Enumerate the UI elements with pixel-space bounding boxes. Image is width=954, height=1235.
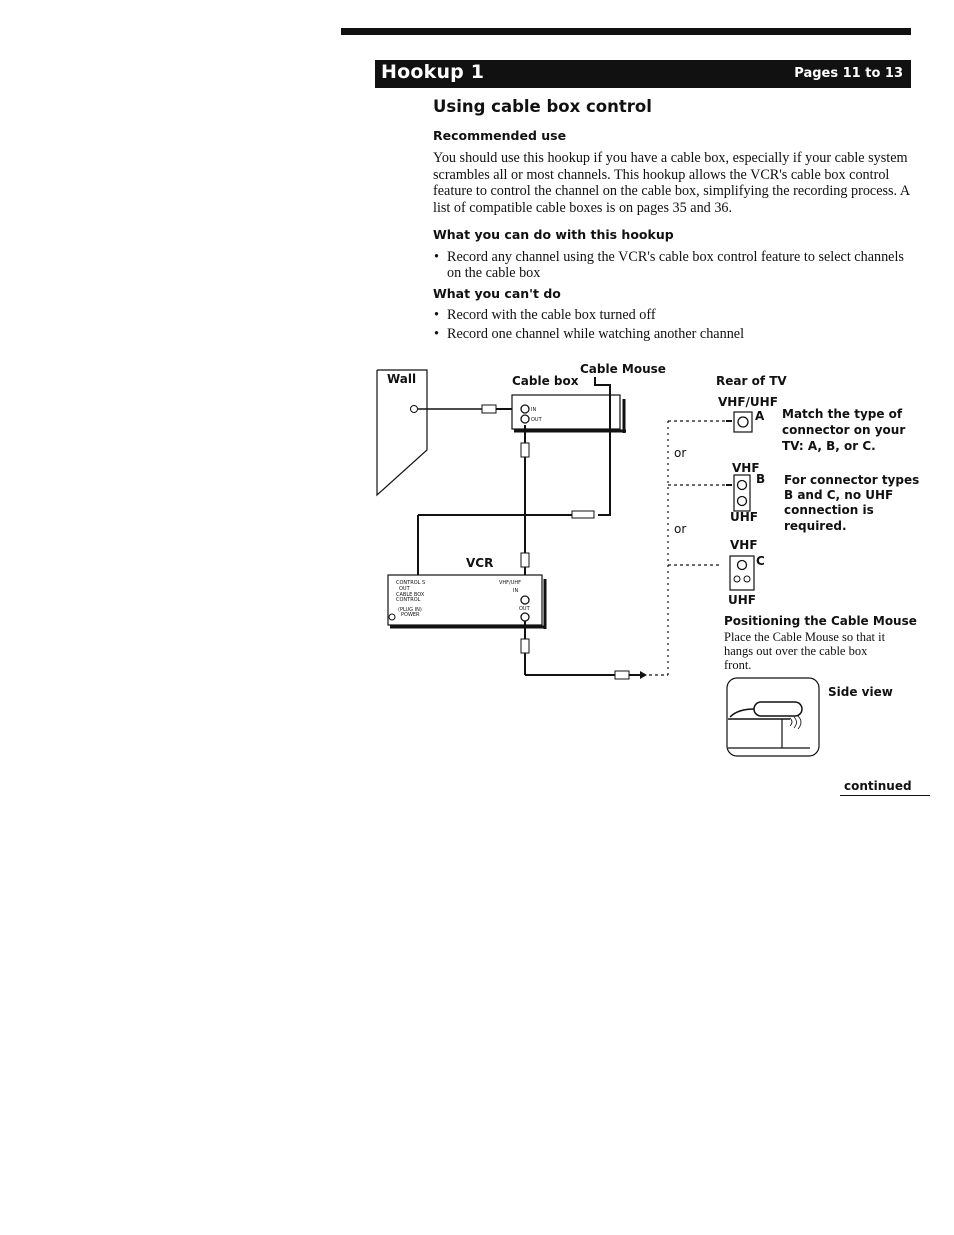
can-do-heading: What you can do with this hookup [433, 227, 674, 242]
wall [377, 370, 427, 495]
note-bc-line-4: required. [784, 519, 847, 533]
cable-mouse-plug-icon [572, 511, 594, 518]
cant-do-bullet-1: Record with the cable box turned off [447, 307, 656, 323]
coax-plug-icon [482, 405, 496, 413]
vhf-c-label: VHF [730, 538, 758, 552]
list-item [433, 326, 917, 342]
list-item [433, 307, 917, 323]
connector-c [728, 538, 765, 607]
positioning-heading: Positioning the Cable Mouse [724, 614, 917, 628]
vcr-out2-label: OUT [519, 606, 530, 612]
or-label-2: or [674, 522, 687, 536]
recommended-heading: Recommended use [433, 128, 567, 143]
hookup-diagram [370, 355, 930, 765]
note-match-line-1: Match the type of [782, 407, 903, 421]
positioning-line-3: front. [724, 658, 752, 672]
page-title: Using cable box control [433, 97, 652, 116]
continued-rule [840, 795, 930, 796]
cable-box-out-label: OUT [531, 417, 542, 423]
bullet-icon: • [434, 307, 439, 323]
note-match-line-3: TV: A, B, or C. [782, 439, 876, 453]
section-header-bar [375, 60, 911, 88]
positioning-line-2: hangs out over the cable box [724, 644, 868, 658]
uhf-b-label: UHF [730, 510, 758, 524]
cant-do-heading: What you can't do [433, 286, 561, 301]
vcr-plug-in-label: (PLUG IN) [398, 607, 422, 613]
vcr-power-label: POWER [401, 612, 420, 618]
side-view-illustration [727, 678, 819, 756]
cable-box-label: Cable box [512, 374, 579, 388]
vcr-label: VCR [466, 556, 494, 570]
page-range: Pages 11 to 13 [794, 66, 903, 81]
wall-outlet-icon [411, 406, 418, 413]
vcr-control-label: CONTROL [396, 597, 421, 603]
vcr-control-s-label: CONTROL S [396, 580, 426, 586]
side-view-label: Side view [828, 685, 893, 699]
cable-mouse-label: Cable Mouse [580, 362, 666, 376]
note-bc-line-2: B and C, no UHF [784, 488, 894, 502]
vhf-b-label: VHF [732, 461, 760, 475]
connector-b-letter: B [756, 472, 766, 486]
note-bc-line-3: connection is [784, 503, 874, 517]
cant-do-bullet-2: Record one channel while watching another channel [447, 326, 745, 342]
top-rule [341, 28, 911, 35]
note-match-line-2: connector on your [782, 423, 906, 437]
recommended-text: You should use this hookup if you have a cable box, especially if your cable system scrambles all or most channels. This hookup allows the VCR's cable box control feature to control the channel on the cable box, simplifying the recording process. A list of compatible cable boxes is on pages 35 and 36. [433, 150, 910, 216]
vcr-out-label: OUT [399, 586, 410, 592]
or-label-1: or [674, 446, 687, 460]
cable-box [512, 374, 626, 433]
vcr-cable-box-label: CABLE BOX [396, 592, 425, 598]
positioning-line-1: Place the Cable Mouse so that it [724, 630, 886, 644]
connector-a [726, 409, 765, 432]
list-item [433, 249, 917, 281]
wall-label: Wall [387, 372, 417, 386]
coax-plug-icon [615, 671, 629, 679]
section-title: Hookup 1 [381, 61, 485, 83]
vhf-uhf-label: VHF/UHF [718, 395, 778, 409]
vcr-vhf-uhf-label: VHF/UHF [499, 580, 522, 586]
can-do-bullet-1: Record any channel using the VCR's cable box control feature to select channels on the cable box [447, 249, 904, 281]
rear-of-tv-label: Rear of TV [716, 374, 787, 388]
cable-mouse-icon [754, 702, 802, 716]
vcr-in-label: IN [513, 588, 519, 594]
connector-c-letter: C [756, 554, 765, 568]
note-bc-line-1: For connector types [784, 473, 920, 487]
connector-a-letter: A [755, 409, 765, 423]
continued-label: continued [844, 779, 912, 793]
connector-b [726, 461, 765, 524]
bullet-icon: • [434, 249, 439, 265]
bullet-icon: • [434, 326, 439, 342]
uhf-c-label: UHF [728, 593, 756, 607]
cable-box-in-label: IN [531, 407, 537, 413]
